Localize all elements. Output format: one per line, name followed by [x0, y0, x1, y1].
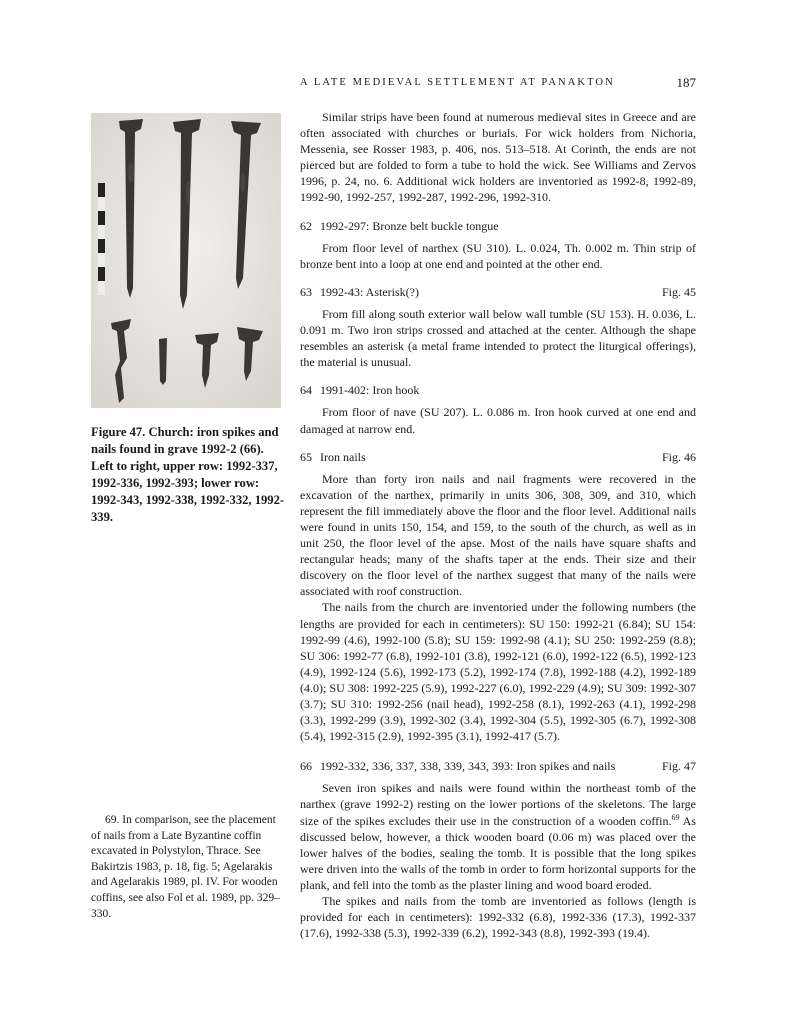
figure-reference: Fig. 46 [661, 449, 696, 464]
entry-title: 1992-332, 336, 337, 338, 339, 343, 393: Iron spikes and nails [320, 759, 616, 774]
footnote [91, 813, 287, 922]
body-text [300, 109, 696, 941]
figure-reference: Fig. 47 [661, 759, 696, 774]
entry-heading [300, 382, 696, 398]
entry-title: Iron nails [320, 449, 366, 464]
figure-caption: Figure 47. Church: iron spikes and nails found in grave 1992-2 (66). Left to right, upper row: 1992-337, 1992-336, 1992-393; lower row: 1992-343, 1992-338, 1992-332, 1992-339. [91, 425, 285, 525]
entry-text-continued: As discussed below, however, a thick wooden board (0.06 m) was placed over the lower halves of the bodies, sealing the tomb. It is possible that the long spikes were driven into the walls of the tomb in order to form horizontal supports for the plank, and fell into the tomb as the plaster lining and wood board eroded. [300, 813, 696, 892]
entry-number: 66 [300, 759, 312, 774]
entry-description: More than forty iron nails and nail fragments were recovered in the excavation of the narthex, primarily in units 306, 308, 309, and 310, which represent the fill immediately above the floor and the floor level. Additional nails were found in units 150, 154, and 159, to the south of the church, as well as in unit 250, the floor level of the apse. Most of the nails have square shafts and rectangular heads; many of the shafts taper at the ends. Their size and their discovery on the floor level of the narthex suggest that many of the nails were associated with roof construction. [300, 471, 696, 599]
figure-reference: Fig. 45 [661, 284, 696, 299]
entry-heading [300, 284, 696, 300]
figure-47-photo [91, 113, 281, 408]
entry-description [300, 780, 696, 893]
footnote-reference[interactable]: 69 [671, 812, 680, 822]
entry-title: 1992-43: Asterisk(?) [320, 284, 419, 299]
nails-illustration [91, 113, 281, 408]
entry-inventory: The spikes and nails from the tomb are inventoried as follows (length is provided for each in centimeters): 1992-332 (6.8), 1992-336 (17.3), 1992-337 (17.6), 1992-338 (5.3), 1992-339 (6.2), 1992-343 (8.8), 1992-393 (19.4). [300, 894, 696, 941]
entry-number: 64 [300, 383, 312, 398]
running-title: A LATE MEDIEVAL SETTLEMENT AT PANAKTON [300, 77, 615, 88]
footnote-69: 69. In comparison, see the placement of nails from a Late Byzantine coffin excavated in Polystylon, Thrace. See Bakirtzis 1983, p. 18, fig. 5; Agelarakis and Agelarakis 1989, pl. IV. For wooden coffins, see also Fol et al. 1989, pp. 329–330. [91, 814, 280, 920]
entry-heading [300, 758, 696, 774]
entry-title: 1991-402: Iron hook [320, 383, 420, 398]
entry-heading [300, 449, 696, 465]
entry-text: Seven iron spikes and nails were found within the northeast tomb of the narthex (grave 1992-2) resting on the lower portions of the skeletons. The large size of the spikes excludes their use in the construction of a wooden coffin. [300, 781, 696, 828]
catalog-entry-65 [300, 449, 696, 745]
entry-heading [300, 218, 696, 234]
catalog-entry-66 [300, 758, 696, 941]
running-head [300, 77, 696, 95]
catalog-entry-64 [300, 382, 696, 436]
catalog-entry-62 [300, 218, 696, 272]
scale-bar [98, 183, 105, 295]
entry-description: From fill along south exterior wall below wall tumble (SU 153). H. 0.036, L. 0.091 m. Two iron strips crossed and attached at the center. Although the shape resembles an asterisk (a metal frame intended to protect the liturgical offerings), the material is unusual. [300, 306, 696, 370]
entry-number: 62 [300, 218, 312, 233]
entry-description: From floor of nave (SU 207). L. 0.086 m. Iron hook curved at one end and damaged at narrow end. [300, 405, 696, 436]
page-number: 187 [676, 75, 696, 90]
entry-title: 1992-297: Bronze belt buckle tongue [320, 218, 499, 233]
entry-number: 63 [300, 284, 312, 299]
intro-paragraph: Similar strips have been found at numerous medieval sites in Greece and are often associated with churches or burials. For wick holders from Nichoria, Messenia, see Rosser 1983, p. 406, nos. 513–518. At Corinth, the ends are not pierced but are folded to form a tube to hold the wick. See Williams and Zervos 1996, p. 24, no. 6. Additional wick holders are inventoried as 1992-8, 1992-89, 1992-90, 1992-257, 1992-287, 1992-296, 1992-310. [300, 110, 696, 205]
entry-inventory: The nails from the church are inventoried under the following numbers (the lengths are provided for each in centimeters): SU 150: 1992-21 (6.84); SU 154: 1992-99 (4.6), 1992-100 (5.8); SU 159: 1992-98 (4.1); SU 250: 1992-259 (8.8); SU 306: 1992-77 (6.8), 1992-101 (3.8), 1992-121 (6.0), 1992-122 (6.5), 1992-123 (4.9), 1992-124 (5.6), 1992-173 (5.2), 1992-174 (7.8), 1992-188 (4.2), 1992-189 (4.0); SU 308: 1992-225 (5.9), 1992-227 (6.0), 1992-229 (4.9); SU 309: 1992-307 (3.7); SU 310: 1992-256 (nail head), 1992-258 (8.1), 1992-263 (4.1), 1992-298 (3.3), 1992-299 (3.9), 1992-302 (3.4), 1992-304 (5.5), 1992-305 (6.7), 1992-308 (5.4), 1992-315 (2.9), 1992-395 (3.1), 1992-417 (5.7). [300, 600, 696, 744]
catalog-entry-63 [300, 284, 696, 370]
entry-number: 65 [300, 449, 312, 464]
entry-description: From floor level of narthex (SU 310). L. 0.024, Th. 0.002 m. Thin strip of bronze bent into a loop at one end and pointed at the other end. [300, 240, 696, 271]
